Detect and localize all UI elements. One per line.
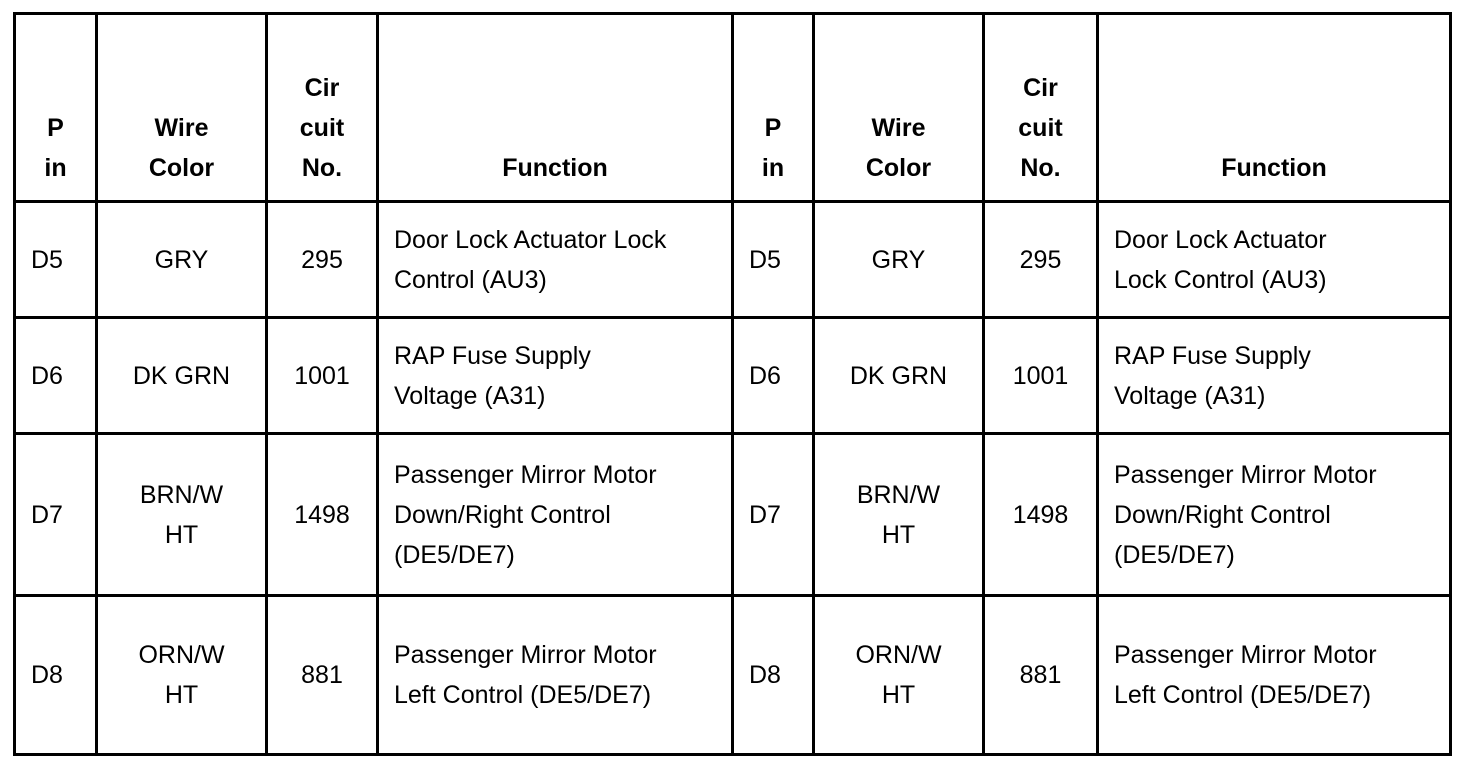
table-row bbox=[15, 596, 1451, 755]
function-cell: RAP Fuse Supply Voltage (A31) bbox=[378, 318, 733, 434]
header-wire-color: Wire Color bbox=[814, 14, 984, 202]
header-circuit-no: Cir cuit No. bbox=[984, 14, 1098, 202]
function-cell: Passenger Mirror Motor Down/Right Control (DE5/DE7) bbox=[378, 434, 733, 596]
pin-cell: D6 bbox=[15, 318, 97, 434]
circuit-cell: 295 bbox=[267, 202, 378, 318]
pin-cell: D8 bbox=[15, 596, 97, 755]
header-row bbox=[15, 14, 1451, 202]
table-row bbox=[15, 318, 1451, 434]
pin-cell: D5 bbox=[733, 202, 814, 318]
wire-color-cell: GRY bbox=[814, 202, 984, 318]
circuit-cell: 1498 bbox=[984, 434, 1098, 596]
pin-cell: D5 bbox=[15, 202, 97, 318]
function-cell: RAP Fuse Supply Voltage (A31) bbox=[1098, 318, 1451, 434]
wire-color-cell: ORN/W HT bbox=[97, 596, 267, 755]
wire-color-cell: BRN/W HT bbox=[97, 434, 267, 596]
circuit-cell: 1498 bbox=[267, 434, 378, 596]
header-pin: P in bbox=[15, 14, 97, 202]
header-pin: P in bbox=[733, 14, 814, 202]
function-cell: Passenger Mirror Motor Left Control (DE5/DE7) bbox=[1098, 596, 1451, 755]
header-function: Function bbox=[1098, 14, 1451, 202]
circuit-cell: 881 bbox=[984, 596, 1098, 755]
function-cell: Passenger Mirror Motor Left Control (DE5/DE7) bbox=[378, 596, 733, 755]
circuit-cell: 1001 bbox=[267, 318, 378, 434]
header-function: Function bbox=[378, 14, 733, 202]
table-row bbox=[15, 434, 1451, 596]
wire-color-cell: BRN/W HT bbox=[814, 434, 984, 596]
circuit-cell: 1001 bbox=[984, 318, 1098, 434]
function-cell: Door Lock Actuator Lock Control (AU3) bbox=[378, 202, 733, 318]
table-row bbox=[15, 202, 1451, 318]
pin-cell: D6 bbox=[733, 318, 814, 434]
wire-color-cell: DK GRN bbox=[814, 318, 984, 434]
circuit-cell: 295 bbox=[984, 202, 1098, 318]
pin-cell: D7 bbox=[733, 434, 814, 596]
pin-cell: D7 bbox=[15, 434, 97, 596]
wire-color-cell: ORN/W HT bbox=[814, 596, 984, 755]
circuit-cell: 881 bbox=[267, 596, 378, 755]
header-wire-color: Wire Color bbox=[97, 14, 267, 202]
wire-color-cell: GRY bbox=[97, 202, 267, 318]
pinout-table bbox=[13, 12, 1452, 756]
pin-cell: D8 bbox=[733, 596, 814, 755]
wire-color-cell: DK GRN bbox=[97, 318, 267, 434]
header-circuit-no: Cir cuit No. bbox=[267, 14, 378, 202]
function-cell: Passenger Mirror Motor Down/Right Control (DE5/DE7) bbox=[1098, 434, 1451, 596]
function-cell: Door Lock Actuator Lock Control (AU3) bbox=[1098, 202, 1451, 318]
pinout-table-wrapper bbox=[13, 12, 1452, 756]
